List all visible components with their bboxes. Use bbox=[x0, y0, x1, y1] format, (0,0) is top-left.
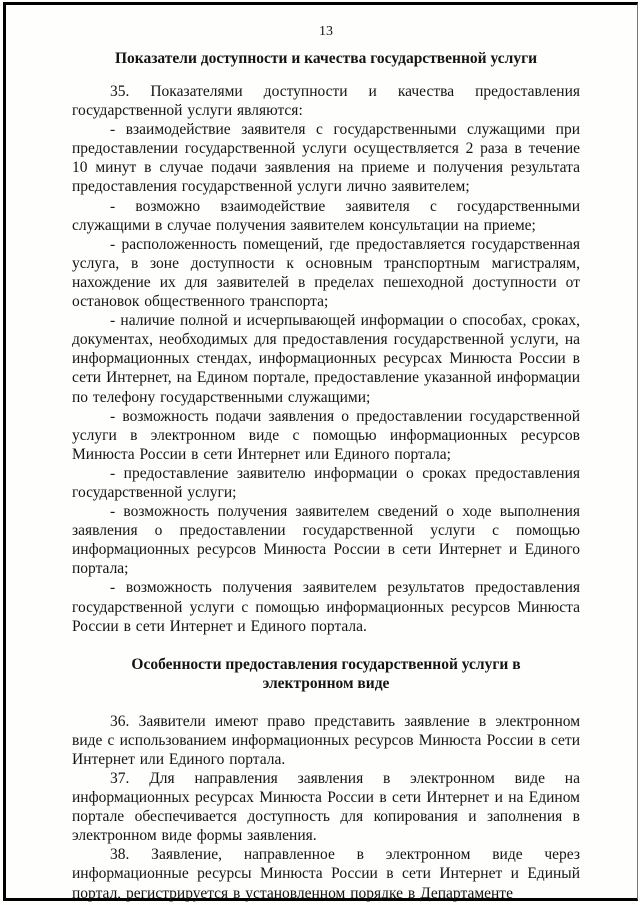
paragraph-36: 36. Заявители имеют право представить заявление в электронном виде с использованием информационных ресурсов Минюста России в сети Интернет или Единого портала. bbox=[72, 712, 580, 768]
list-item-information: - наличие полной и исчерпывающей информации о способах, сроках, документах, необходимых для предоставления государственной услуги, на информационных стендах, информационных ресурсах Минюста России в сети Интернет, на Едином портале, предоставление указанной информации по телефону государственными служащими; bbox=[72, 312, 580, 406]
list-item-interaction: - взаимодействие заявителя с государственными служащими при предоставлении государственной услуги осуществляется 2 раза в течение 10 минут в случае подачи заявления на приеме и получения результата предоставления государственной услуги лично заявителем; bbox=[72, 121, 580, 196]
paragraph-35: 35. Показателями доступности и качества предоставления государственной услуги являются: bbox=[72, 83, 580, 120]
list-item-electronic-filing: - возможность подачи заявления о предоставлении государственной услуги в электронном виде с помощью информационных ресурсов Минюста России в сети Интернет или Единого портала; bbox=[72, 407, 580, 463]
heading-line-1: Особенности предоставления государственной услуги в bbox=[131, 655, 521, 673]
paragraph-37: 37. Для направления заявления в электронном виде на информационных ресурсах Минюста России в сети Интернет и на Едином портале обеспечивается доступность для копирования и заполнения в электронном виде формы заявления. bbox=[72, 770, 580, 845]
list-item-status-tracking: - возможность получения заявителем сведений о ходе выполнения заявления о предоставлении государственной услуги с помощью информационных ресурсов Минюста России в сети Интернет и Единого портала; bbox=[72, 503, 580, 578]
heading-line-2: электронном виде bbox=[262, 674, 390, 692]
page-number: 13 bbox=[319, 24, 333, 39]
list-item-consultation: - возможно взаимодействие заявителя с государственными служащими в случае получения заявителем консультации на приеме; bbox=[72, 197, 580, 234]
section-heading-electronic bbox=[72, 655, 580, 693]
section-heading-availability: Показатели доступности и качества государственной услуги bbox=[114, 50, 538, 67]
list-item-terms-info: - предоставление заявителю информации о сроках предоставления государственной услуги; bbox=[72, 464, 580, 501]
list-item-results: - возможность получения заявителем результатов предоставления государственной услуги с помощью информационных ресурсов Минюста России в сети Интернет и Единого портала. bbox=[72, 579, 580, 635]
list-item-location: - расположенность помещений, где предоставляется государственная услуга, в зоне доступности к основным транспортным магистралям, нахождение их для заявителей в пределах пешеходной доступности от остановок общественного транспорта; bbox=[72, 235, 580, 311]
paragraph-38: 38. Заявление, направленное в электронном виде через информационные ресурсы Минюста России в сети Интернет и Единый портал, регистрируется в установленном порядке в Департаменте bbox=[72, 846, 580, 902]
